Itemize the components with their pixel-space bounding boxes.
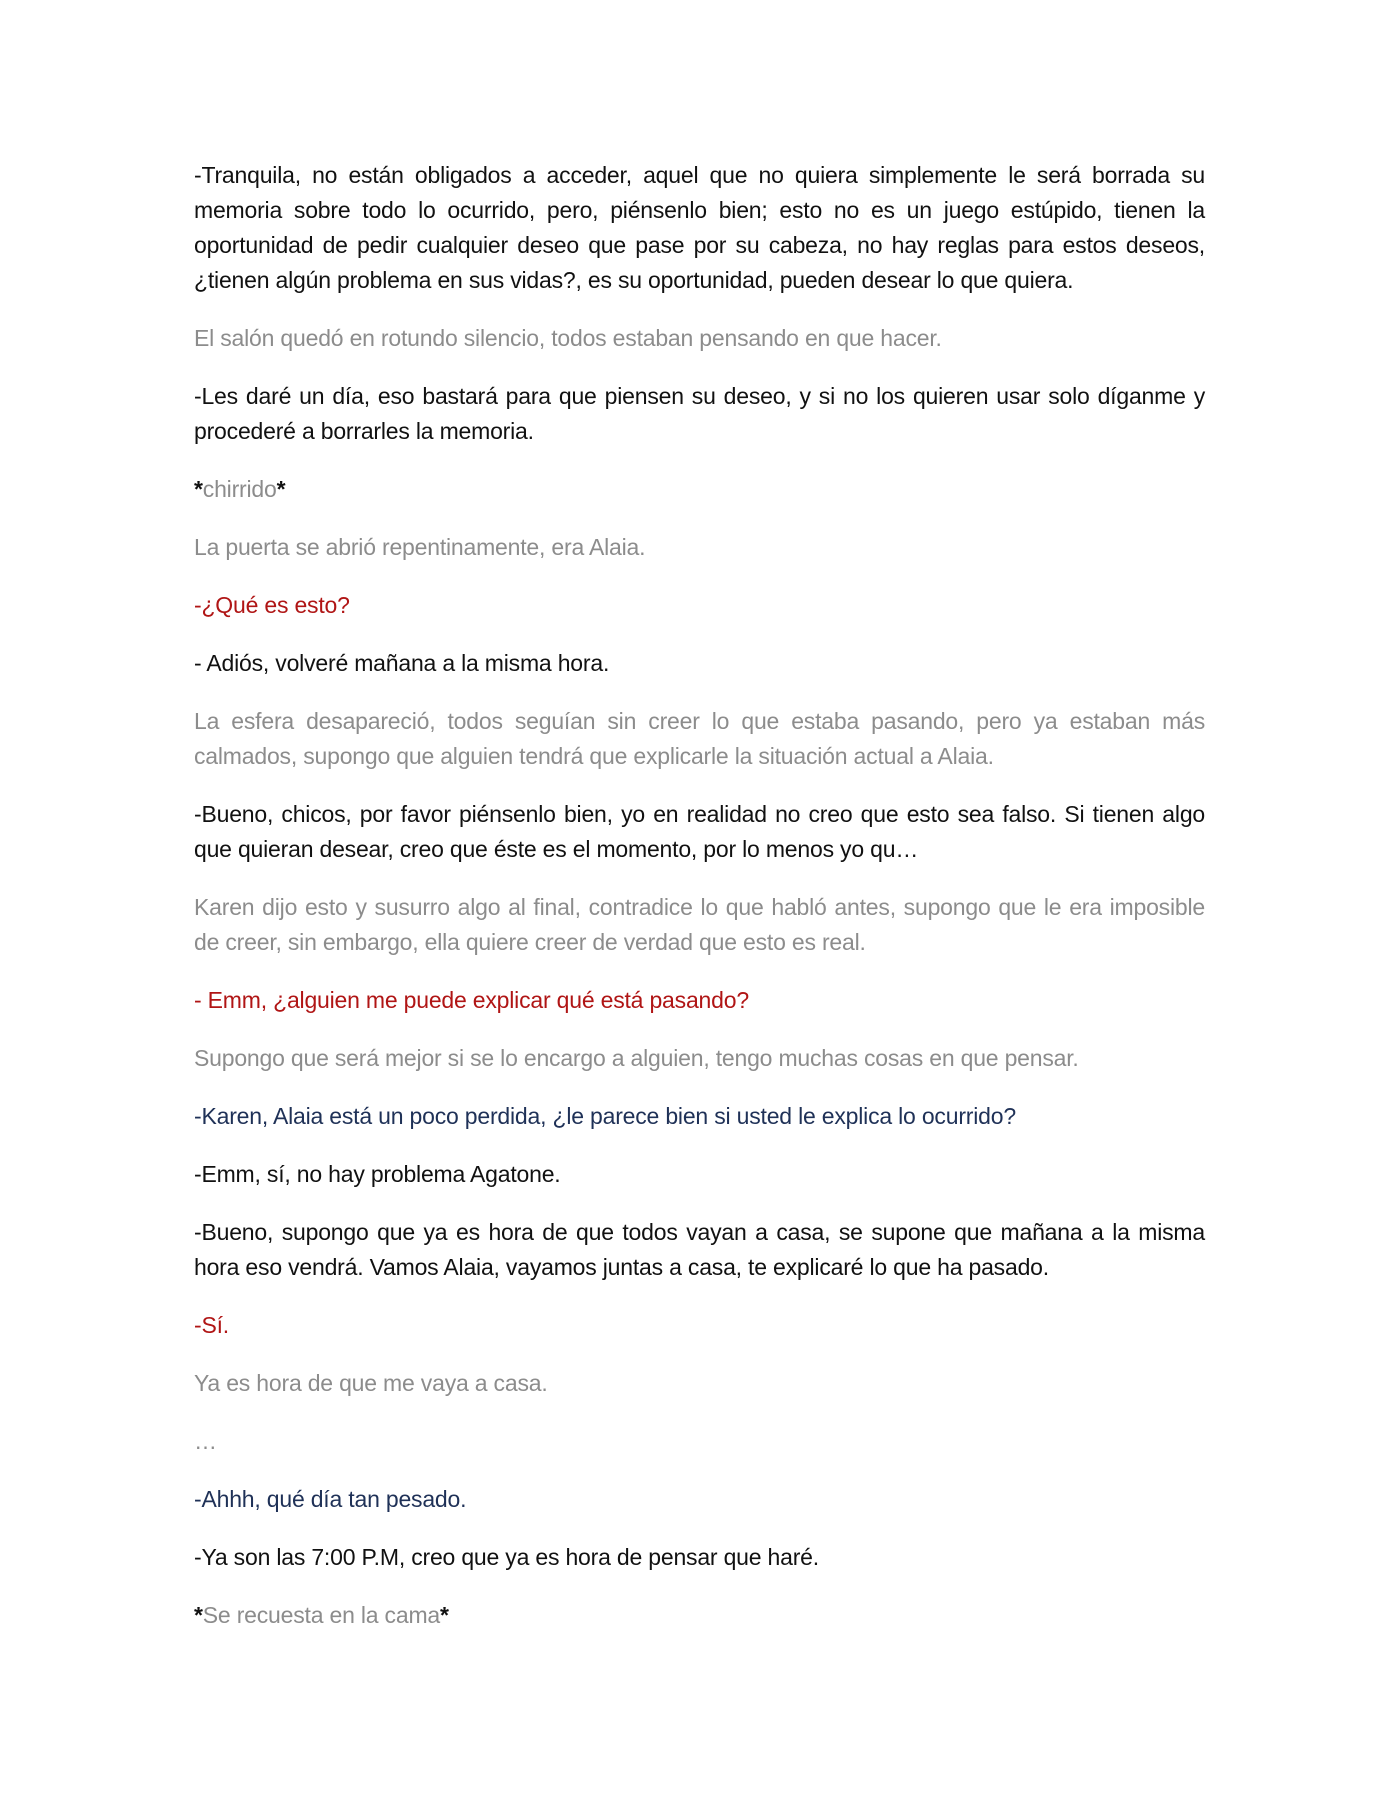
- dialogue-paragraph: -Tranquila, no están obligados a acceder, aquel que no quiera simplemente le será borrada su memoria sobre todo lo ocurrido, pero, piénsenlo bien; esto no es un juego estúpido, tienen la oportunidad de pedir cualquier deseo que pase por su cabeza, no hay reglas para estos deseos, ¿tienen algún problema en sus vidas?, es su oportunidad, pueden desear lo que quiera.: [194, 162, 1205, 293]
- dialogue-paragraph: -Les daré un día, eso bastará para que piensen su deseo, y si no los quieren usar solo díganme y procederé a borrarles la memoria.: [194, 383, 1205, 444]
- dialogue-paragraph: -Bueno, supongo que ya es hora de que todos vayan a casa, se supone que mañana a la misma hora eso vendrá. Vamos Alaia, vayamos juntas a casa, te explicaré lo que ha pasado.: [194, 1219, 1205, 1280]
- asterisk-close: *: [440, 1602, 449, 1628]
- narration-paragraph: El salón quedó en rotundo silencio, todos estaban pensando en que hacer.: [194, 325, 942, 351]
- asterisk-open: *: [194, 1602, 203, 1628]
- action-text: Se recuesta en la cama: [202, 1602, 441, 1628]
- narration-paragraph: La esfera desapareció, todos seguían sin creer lo que estaba pasando, pero ya estaban más calmados, supongo que alguien tendrá que explicarle la situación actual a Alaia.: [194, 708, 1205, 769]
- ellipsis-paragraph: …: [194, 1428, 217, 1454]
- sound-effect-text: chirrido: [202, 476, 277, 502]
- narrator-dialogue-paragraph: -Karen, Alaia está un poco perdida, ¿le parece bien si usted le explica lo ocurrido?: [194, 1103, 1016, 1129]
- alaia-dialogue-paragraph: -Sí.: [194, 1312, 229, 1338]
- narration-paragraph: Karen dijo esto y susurro algo al final, contradice lo que habló antes, supongo que le era imposible de creer, sin embargo, ella quiere creer de verdad que esto es real.: [194, 894, 1205, 955]
- asterisk-open: *: [194, 476, 203, 502]
- narration-paragraph: La puerta se abrió repentinamente, era Alaia.: [194, 534, 646, 560]
- narration-paragraph: Supongo que será mejor si se lo encargo a alguien, tengo muchas cosas en que pensar.: [194, 1045, 1079, 1071]
- alaia-dialogue-paragraph: - Emm, ¿alguien me puede explicar qué está pasando?: [194, 987, 749, 1013]
- dialogue-paragraph: -Emm, sí, no hay problema Agatone.: [194, 1161, 561, 1187]
- action-paragraph: [194, 1598, 1205, 1633]
- sound-effect-paragraph: [194, 472, 1205, 507]
- narration-paragraph: Ya es hora de que me vaya a casa.: [194, 1370, 548, 1396]
- dialogue-paragraph: - Adiós, volveré mañana a la misma hora.: [194, 650, 610, 676]
- alaia-dialogue-paragraph: -¿Qué es esto?: [194, 592, 350, 618]
- dialogue-paragraph: -Ya son las 7:00 P.M, creo que ya es hora de pensar que haré.: [194, 1544, 819, 1570]
- dialogue-paragraph: -Bueno, chicos, por favor piénsenlo bien, yo en realidad no creo que esto sea falso. Si tienen algo que quieran desear, creo que éste es el momento, por lo menos yo qu…: [194, 801, 1205, 862]
- narrator-dialogue-paragraph: -Ahhh, qué día tan pesado.: [194, 1486, 467, 1512]
- document-page: [194, 158, 1205, 1656]
- asterisk-close: *: [276, 476, 286, 502]
